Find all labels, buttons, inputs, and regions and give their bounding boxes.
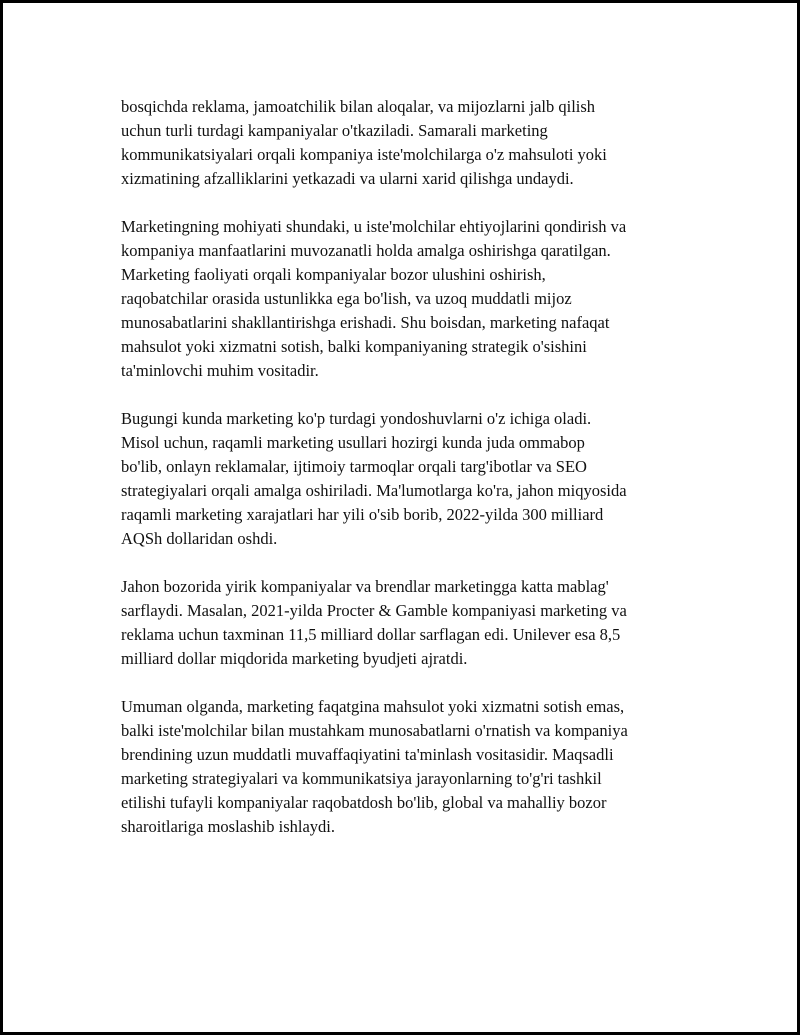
paragraph-5: Umuman olganda, marketing faqatgina mahsulot yoki xizmatni sotish emas, balki iste'molchilar bilan mustahkam munosabatlarni o'rnatish va kompaniya brendining uzun muddatli muvaffaqiyatini ta'minlash vositasidir. Maqsadli marketing strategiyalari va kommunikatsiya jarayonlarning to'g'ri tashkil etilishi tufayli kompaniyalar raqobatdosh bo'lib, global va mahalliy bozor sharoitlariga moslashib ishlaydi.	[121, 697, 628, 836]
paragraph-1: bosqichda reklama, jamoatchilik bilan aloqalar, va mijozlarni jalb qilish uchun turli turdagi kampaniyalar o'tkaziladi. Samarali marketing kommunikatsiyalari orqali kompaniya iste'molchilarga o'z mahsuloti yoki xizmatining afzalliklarini yetkazadi va ularni xarid qilishga undaydi.	[121, 97, 607, 188]
paragraph-4: Jahon bozorida yirik kompaniyalar va brendlar marketingga katta mablag' sarflaydi. Masalan, 2021-yilda Procter & Gamble kompaniyasi marketing va reklama uchun taxminan 11,5 milliard dollar sarflagan edi. Unilever esa 8,5 milliard dollar miqdorida marketing byudjeti ajratdi.	[121, 577, 627, 668]
document-body	[121, 95, 696, 863]
paragraph-2: Marketingning mohiyati shundaki, u iste'molchilar ehtiyojlarini qondirish va kompaniya manfaatlarini muvozanatli holda amalga oshirishga qaratilgan. Marketing faoliyati orqali kompaniyalar bozor ulushini oshirish, raqobatchilar orasida ustunlikka ega bo'lish, va uzoq muddatli mijoz munosabatlarini shakllantirishga erishadi. Shu boisdan, marketing nafaqat mahsulot yoki xizmatni sotish, balki kompaniyaning strategik o'sishini ta'minlovchi muhim vositadir.	[121, 217, 627, 380]
paragraph-3: Bugungi kunda marketing ko'p turdagi yondoshuvlarni o'z ichiga oladi. Misol uchun, raqamli marketing usullari hozirgi kunda juda ommabop bo'lib, onlayn reklamalar, ijtimoiy tarmoqlar orqali targ'ibotlar va SEO strategiyalari orqali amalga oshiriladi. Ma'lumotlarga ko'ra, jahon miqyosida raqamli marketing xarajatlari har yili o'sib borib, 2022-yilda 300 milliard AQSh dollaridan oshdi.	[121, 409, 627, 548]
